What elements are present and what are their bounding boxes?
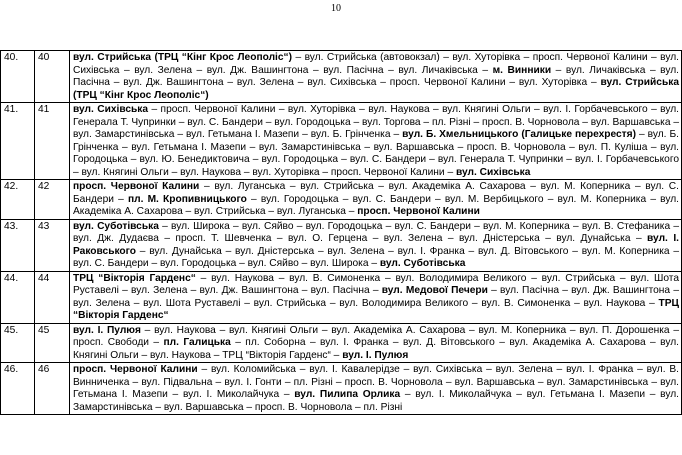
route-stop-highlight: вул. Сихівська bbox=[455, 166, 531, 178]
route-segment: – вул. Широка – вул. Сяйво – вул. Городоцька – вул. С. Бандери – вул. М. Коперника – вул. В. Стефаника – вул. Дж. Дудаєва – просп. Т. Шевченка – вул. О. Герцена – вул. Зелена – вул. Дністерська – вул. Дунайська – bbox=[73, 220, 679, 244]
route-stop-highlight: вул. Пилипа Орлика bbox=[294, 389, 401, 400]
route-stop-highlight: вул. Сихівська bbox=[73, 104, 149, 115]
route-stop-highlight: вул. Медової Печери bbox=[381, 285, 488, 296]
routes-table bbox=[0, 50, 682, 415]
route-stop-highlight: вул. І. Пулюя bbox=[342, 349, 409, 361]
row-index: 41. bbox=[1, 103, 35, 180]
row-index: 44. bbox=[1, 271, 35, 323]
route-stop-highlight: м. Винники bbox=[492, 64, 552, 76]
page-number: 10 bbox=[331, 3, 341, 14]
route-number: 42 bbox=[35, 180, 70, 220]
route-segment: – вул. Наукова – вул. В. Симоненка – вул. Володимира Великого – вул. Стрийська – вул. Шота Руставелі – вул. Зелена – вул. Дж. Вашингтона – вул. Пасічна – bbox=[73, 272, 679, 296]
route-description bbox=[70, 219, 682, 271]
route-segment: – вул. Пасічна – вул. Дж. Вашингтона – вул. Зелена – вул. Шота Руставелі – вул. Стрийська – вул. Володимира Великого – вул. В. Симоненка – вул. Наукова – bbox=[73, 285, 679, 309]
table-row bbox=[1, 323, 682, 363]
route-description bbox=[70, 180, 682, 220]
route-stop-highlight: просп. Червоної Калини bbox=[73, 364, 198, 375]
route-segment: – вул. Дунайська – вул. Дністерська – вул. Зелена – вул. І. Франка – вул. Д. Вітовського – вул. М. Коперника – вул. С. Бандери – вул. Городоцька – вул. Сяйво – вул. Широка – bbox=[73, 245, 679, 269]
route-description bbox=[70, 323, 682, 363]
route-segment: – вул. Городоцька – вул. С. Бандери – вул. М. Вербицького – вул. М. Коперника – вул. Академіка А. Сахарова – вул. Стрийська – вул. Луганська – bbox=[73, 193, 679, 217]
route-stop-highlight: вул. Суботівська bbox=[379, 258, 466, 269]
table-row bbox=[1, 51, 682, 103]
row-index: 45. bbox=[1, 323, 35, 363]
route-stop-highlight: вул. І. Раковського bbox=[73, 233, 679, 257]
route-description bbox=[70, 271, 682, 323]
route-description bbox=[70, 363, 682, 415]
route-segment: – вул. Коломийська – вул. І. Кавалерідзе – вул. Сихівська – вул. Зелена – вул. І. Франка – вул. В. Винниченка – вул. Підвальна – вул. І. Гонти – пл. Різні – просп. В. Чорновола – вул. Варшавська – вул. Замарстинівська – вул. Гетьмана І. Мазепи – вул. І. Миколайчука – bbox=[73, 364, 679, 400]
route-number: 46 bbox=[35, 363, 70, 415]
route-stop-highlight: просп. Червоної Калини bbox=[357, 206, 480, 217]
route-segment: – просп. Червоної Калини – вул. Хуторівка – вул. Наукова – вул. Княгині Ольги – вул. І. Горбачевського – вул. Генерала Т. Чупринки – вул. С. Бандери – вул. Городоцька – вул. Торгова – пл. Різні – просп. В. Чорновола – вул. Варшавська – вул. Замарстинівська – вул. Гетьмана І. Мазепи – вул. Б. Грінченка – bbox=[73, 104, 679, 140]
route-stop-highlight: пл. М. Кропивницького bbox=[127, 193, 247, 205]
route-number: 45 bbox=[35, 323, 70, 363]
route-stop-highlight: просп. Червоної Калини bbox=[73, 181, 200, 192]
route-segment: – вул. Луганська – вул. Стрийська – вул. Академіка А. Сахарова – вул. М. Коперника – вул. С. Бандери – bbox=[73, 181, 679, 205]
table-row bbox=[1, 180, 682, 220]
route-stop-highlight: вул. Б. Хмельницького (Галицьке перехрестя) bbox=[402, 129, 637, 140]
row-index: 42. bbox=[1, 180, 35, 220]
table-row bbox=[1, 219, 682, 271]
route-segment: – вул. Наукова – вул. Княгині Ольги – вул. Академіка А. Сахарова – вул. М. Коперника – вул. П. Дорошенка – просп. Свободи – bbox=[73, 324, 679, 348]
route-segment: – вул. І. Миколайчука – вул. Гетьмана І. Мазепи – вул. Замарстинівська – вул. Варшавська – просп. В. Чорновола – пл. Різні bbox=[73, 389, 679, 413]
route-segment: – вул. Б. Грінченка – вул. Гетьмана І. Мазепи – вул. Замарстинівська – вул. Варшавська – просп. В. Чорновола – вул. П. Куліша – вул. Городоцька – вул. Ю. Бенедиктовича – вул. Городоцька – вул. С. Бандери – вул. Генерала Т. Чупринки – вул. І. Горбачевського – вул. Княгині Ольги – вул. Наукова – вул. Хуторівка – просп. Червоної Калини – bbox=[73, 129, 679, 178]
route-segment: – вул. Стрийська (автовокзал) – вул. Хуторівка – просп. Червоної Калини – вул. Сихівська – вул. Зелена – вул. Дж. Вашингтона – вул. Пасічна – вул. Личаківська – bbox=[73, 52, 679, 76]
route-stop-highlight: вул. Суботівська bbox=[73, 220, 159, 232]
route-number: 40 bbox=[35, 51, 70, 103]
route-number: 43 bbox=[35, 219, 70, 271]
route-stop-highlight: ТРЦ “Вікторія Гарденс“ bbox=[73, 272, 196, 284]
table-row bbox=[1, 363, 682, 415]
route-segment: – вул. Личаківська – вул. Пасічна – вул. Дж. Вашингтона – вул. Зелена – вул. Сихівська – просп. Червоної Калини – вул. Хуторівка – bbox=[73, 64, 680, 88]
route-segment: – пл. Соборна – вул. І. Франка – вул. Д. Вітовського – вул. Академіка А. Сахарова – вул. Княгині Ольги – вул. Наукова – ТРЦ “Вікторія Гарденс“ – bbox=[73, 337, 679, 361]
row-index: 43. bbox=[1, 219, 35, 271]
route-number: 44 bbox=[35, 271, 70, 323]
table-row bbox=[1, 271, 682, 323]
route-stop-highlight: ТРЦ “Вікторія Гарденс“ bbox=[73, 297, 679, 321]
row-index: 40. bbox=[1, 51, 35, 103]
row-index: 46. bbox=[1, 363, 35, 415]
table-row bbox=[1, 103, 682, 180]
route-stop-highlight: вул. Стрийська (ТРЦ “Кінг Крос Леополіс“) bbox=[73, 52, 293, 63]
route-stop-highlight: вул. Стрийська (ТРЦ “Кінг Крос Леополіс“) bbox=[73, 77, 679, 101]
route-description bbox=[70, 51, 682, 103]
route-description bbox=[70, 103, 682, 180]
route-number: 41 bbox=[35, 103, 70, 180]
route-stop-highlight: пл. Галицька bbox=[163, 337, 231, 348]
route-stop-highlight: вул. І. Пулюя bbox=[73, 324, 141, 336]
